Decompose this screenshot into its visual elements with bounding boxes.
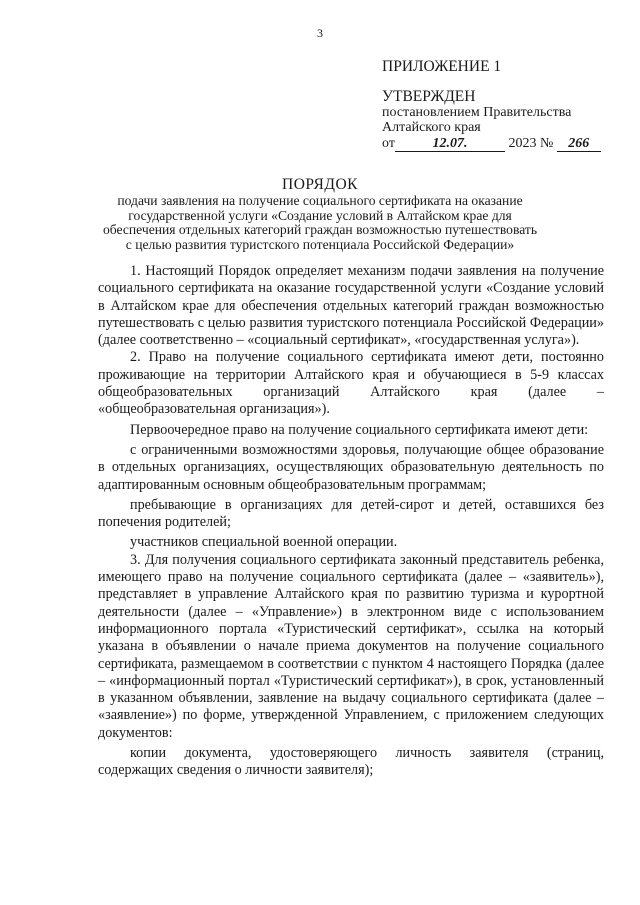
approval-date-line (382, 136, 601, 152)
paragraph: 3. Для получения социального сертификата законный представитель ребенка, имеющего право на получение социального сертификата (далее – «заявитель»), представляет в управление Алтайского края по развитию туризма и курортной деятельности (далее – «Управление») в электронном виде с использованием информационного портала «Туристический сертификат», ссылка на который указана в объявлении о начале приема документов на получение социального сертификата, размещаемом в соответствии с пунктом 4 настоящего Порядка (далее – «информационный портал «Туристический сертификат»), в срок, установленный в указанном объявлении, заявление на выдачу социального сертификата (далее – «заявление») по форме, утвержденной Управлением, с приложением следующих документов: (98, 551, 604, 741)
number-label: № (539, 136, 554, 151)
paragraph: Первоочередное право на получение социального сертификата имеют дети: (130, 421, 589, 438)
paragraph: 1. Настоящий Порядок определяет механизм подачи заявления на получение социального сертификата на оказание государственной услуги «Создание условий в Алтайском крае для обеспечения отдельных категорий граждан возможностью путешествовать с целью развития туристского потенциала Российской Федерации» (далее соответственно – «социальный сертификат», «государственная услуга»). (98, 263, 604, 349)
approval-block (382, 89, 601, 152)
document-subtitle: подачи заявления на получение социального сертификата на оказание государственной услуги «Создание условий в Алтайском крае для обеспечения отдельных категорий граждан возможностью путешествовать с целью развития туристского потенциала Российской Федерации» (102, 193, 538, 252)
from-label: от (382, 136, 395, 151)
paragraph: с ограниченными возможностями здоровья, получающие общее образование в отдельных организациях, осуществляющих образовательную деятельность по адаптированным основным общеобразовательным программам; (98, 441, 604, 493)
paragraph: копии документа, удостоверяющего личность заявителя (страниц, содержащих сведения о личности заявителя); (98, 745, 604, 779)
approval-year: 2023 (508, 136, 537, 151)
paragraph: 2. Право на получение социального сертификата имеют дети, постоянно проживающие на территории Алтайского края и обучающиеся в 5-9 классах общеобразовательных организаций Алтайского края (далее – «общеобразовательная организация»). (98, 349, 604, 418)
approval-line-2: Алтайского края (382, 120, 481, 135)
approval-heading: УТВЕРЖДЕН (382, 88, 476, 105)
approval-date: 12.07. (395, 137, 505, 152)
page-number: 3 (317, 26, 323, 40)
approval-number: 266 (557, 137, 601, 152)
document-body (98, 263, 604, 780)
appendix-label: ПРИЛОЖЕНИЕ 1 (382, 58, 502, 75)
paragraph: пребывающие в организациях для детей-сирот и детей, оставшихся без попечения родителей; (98, 496, 604, 531)
paragraph: участников специальной военной операции. (130, 534, 398, 551)
approval-line-1: постановлением Правительства (382, 105, 572, 120)
document-title: ПОРЯДОК (282, 176, 358, 193)
